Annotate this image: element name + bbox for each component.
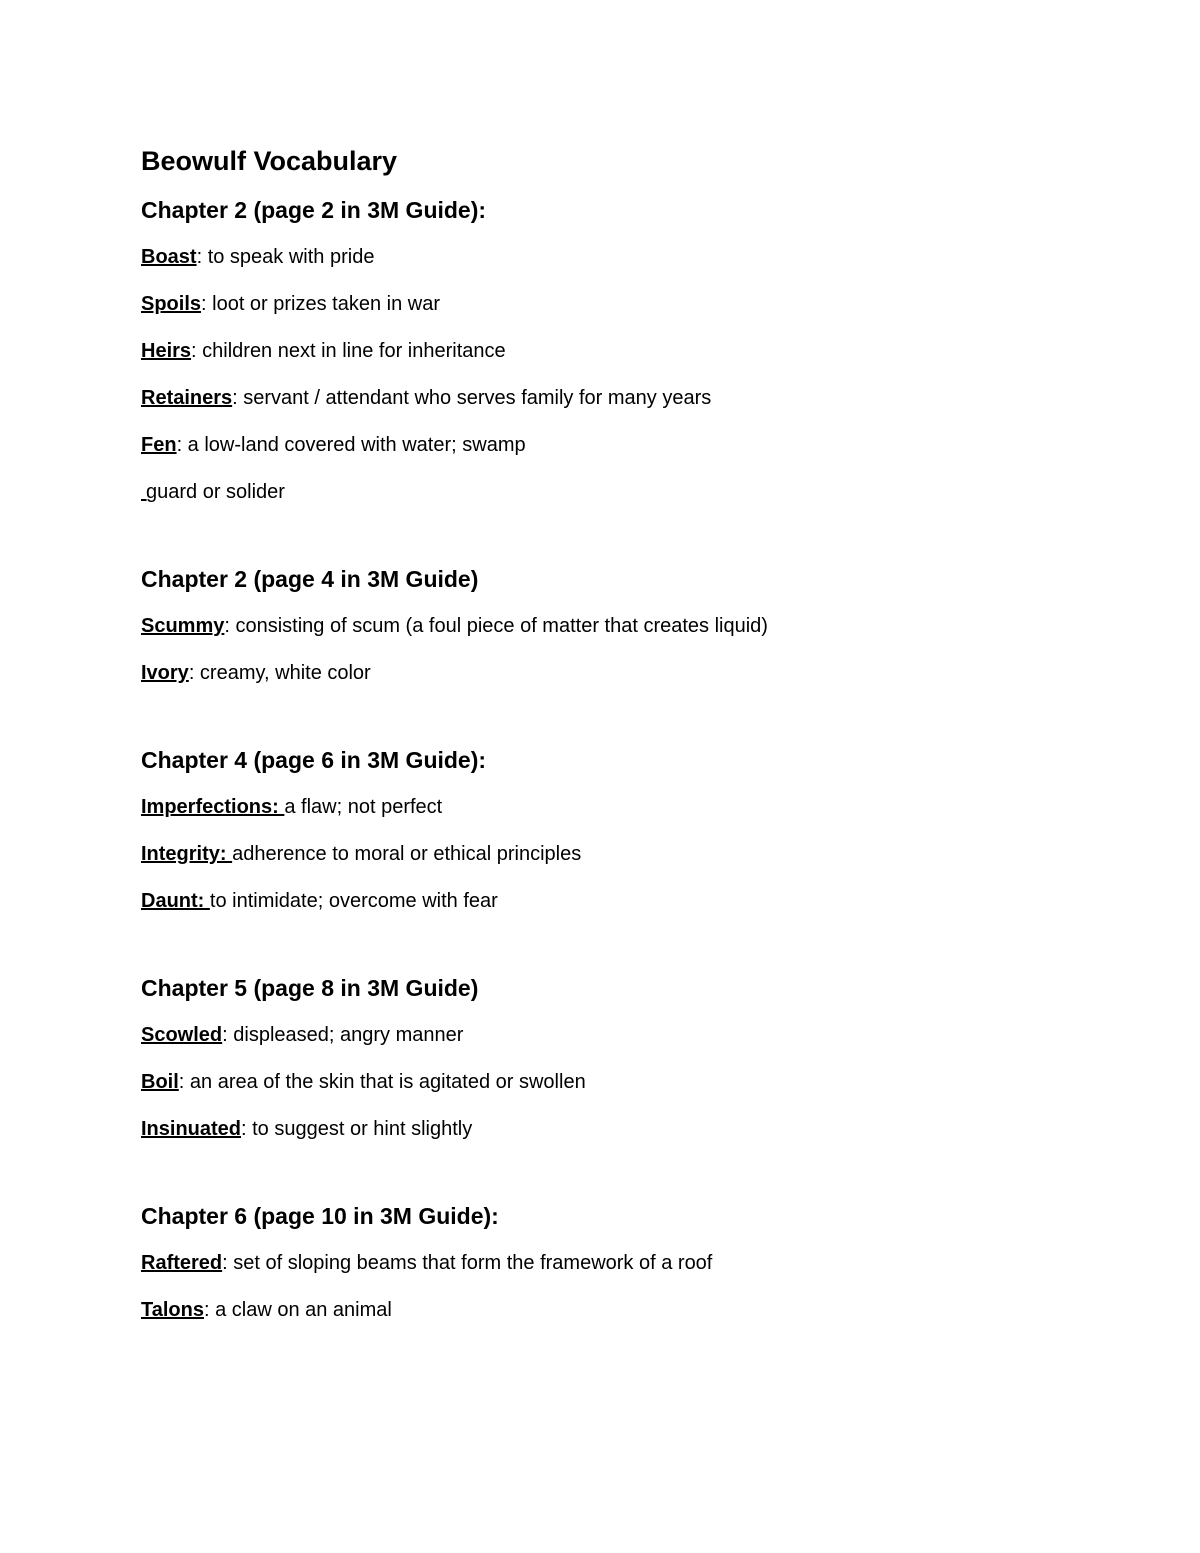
chapter-section	[141, 1200, 1101, 1326]
vocab-term: Scummy	[141, 615, 225, 637]
vocab-term: Fen	[141, 434, 177, 456]
vocab-entry	[141, 657, 1101, 689]
vocab-definition: : displeased; angry manner	[222, 1024, 464, 1046]
vocab-entry	[141, 1247, 1101, 1279]
loose-definition-line	[141, 476, 1101, 508]
section-spacer	[141, 1160, 1101, 1200]
chapter-section	[141, 744, 1101, 917]
vocab-definition: : a claw on an animal	[203, 1299, 392, 1321]
vocab-entry	[141, 1113, 1101, 1145]
vocab-definition: adherence to moral or ethical principles	[232, 843, 582, 865]
vocab-entry	[141, 429, 1101, 461]
vocab-term: Scowled	[141, 1024, 223, 1046]
vocab-entry	[141, 838, 1101, 870]
vocab-entry	[141, 335, 1101, 367]
vocab-entry	[141, 288, 1101, 320]
vocab-term: Heirs	[141, 340, 192, 362]
vocab-definition: : consisting of scum (a foul piece of matter that creates liquid)	[224, 615, 768, 637]
chapter-heading: Chapter 2 (page 4 in 3M Guide)	[141, 566, 479, 592]
vocab-definition: : set of sloping beams that form the framework of a roof	[222, 1252, 713, 1274]
vocab-entry	[141, 241, 1101, 273]
vocab-entry	[141, 885, 1101, 917]
vocab-definition: a flaw; not perfect	[284, 796, 443, 818]
vocab-term: Ivory	[141, 662, 189, 684]
vocab-term: Spoils	[141, 293, 202, 315]
vocab-definition: : servant / attendant who serves family for many years	[232, 387, 712, 409]
vocab-entry	[141, 382, 1101, 414]
vocab-definition: : loot or prizes taken in war	[201, 293, 441, 315]
chapter-section	[141, 972, 1101, 1145]
chapter-heading: Chapter 4 (page 6 in 3M Guide):	[141, 747, 487, 773]
section-spacer	[141, 523, 1101, 563]
vocab-term: Boil	[141, 1071, 179, 1093]
vocab-term: Talons	[141, 1299, 204, 1321]
document-title: Beowulf Vocabulary	[141, 146, 398, 176]
section-spacer	[141, 932, 1101, 972]
vocab-definition: : to speak with pride	[196, 246, 375, 268]
vocab-definition: : a low-land covered with water; swamp	[176, 434, 526, 456]
vocab-term: Raftered	[141, 1252, 223, 1274]
chapter-heading: Chapter 2 (page 2 in 3M Guide):	[141, 197, 487, 223]
vocab-definition: : creamy, white color	[188, 662, 371, 684]
vocab-term: Insinuated	[141, 1118, 242, 1140]
vocab-definition: to intimidate; overcome with fear	[209, 890, 498, 912]
vocab-term: Boast	[141, 246, 197, 268]
chapter-heading: Chapter 6 (page 10 in 3M Guide):	[141, 1203, 499, 1229]
chapter-section	[141, 194, 1101, 508]
chapter-section	[141, 563, 1101, 689]
vocab-definition: : to suggest or hint slightly	[241, 1118, 473, 1140]
vocab-entry	[141, 610, 1101, 642]
section-spacer	[141, 704, 1101, 744]
vocab-term: Integrity:	[141, 843, 233, 865]
chapter-heading: Chapter 5 (page 8 in 3M Guide)	[141, 975, 479, 1001]
vocab-definition: : children next in line for inheritance	[191, 340, 506, 362]
document-content	[141, 141, 1101, 1341]
vocab-entry	[141, 1019, 1101, 1051]
vocab-entry	[141, 1066, 1101, 1098]
vocab-term: Retainers	[141, 387, 233, 409]
vocab-term: Daunt:	[141, 890, 210, 912]
vocab-definition: : an area of the skin that is agitated or swollen	[178, 1071, 586, 1093]
loose-definition-text: guard or solider	[146, 481, 285, 503]
vocab-entry	[141, 791, 1101, 823]
vocab-entry	[141, 1294, 1101, 1326]
vocab-term: Imperfections:	[141, 796, 285, 818]
